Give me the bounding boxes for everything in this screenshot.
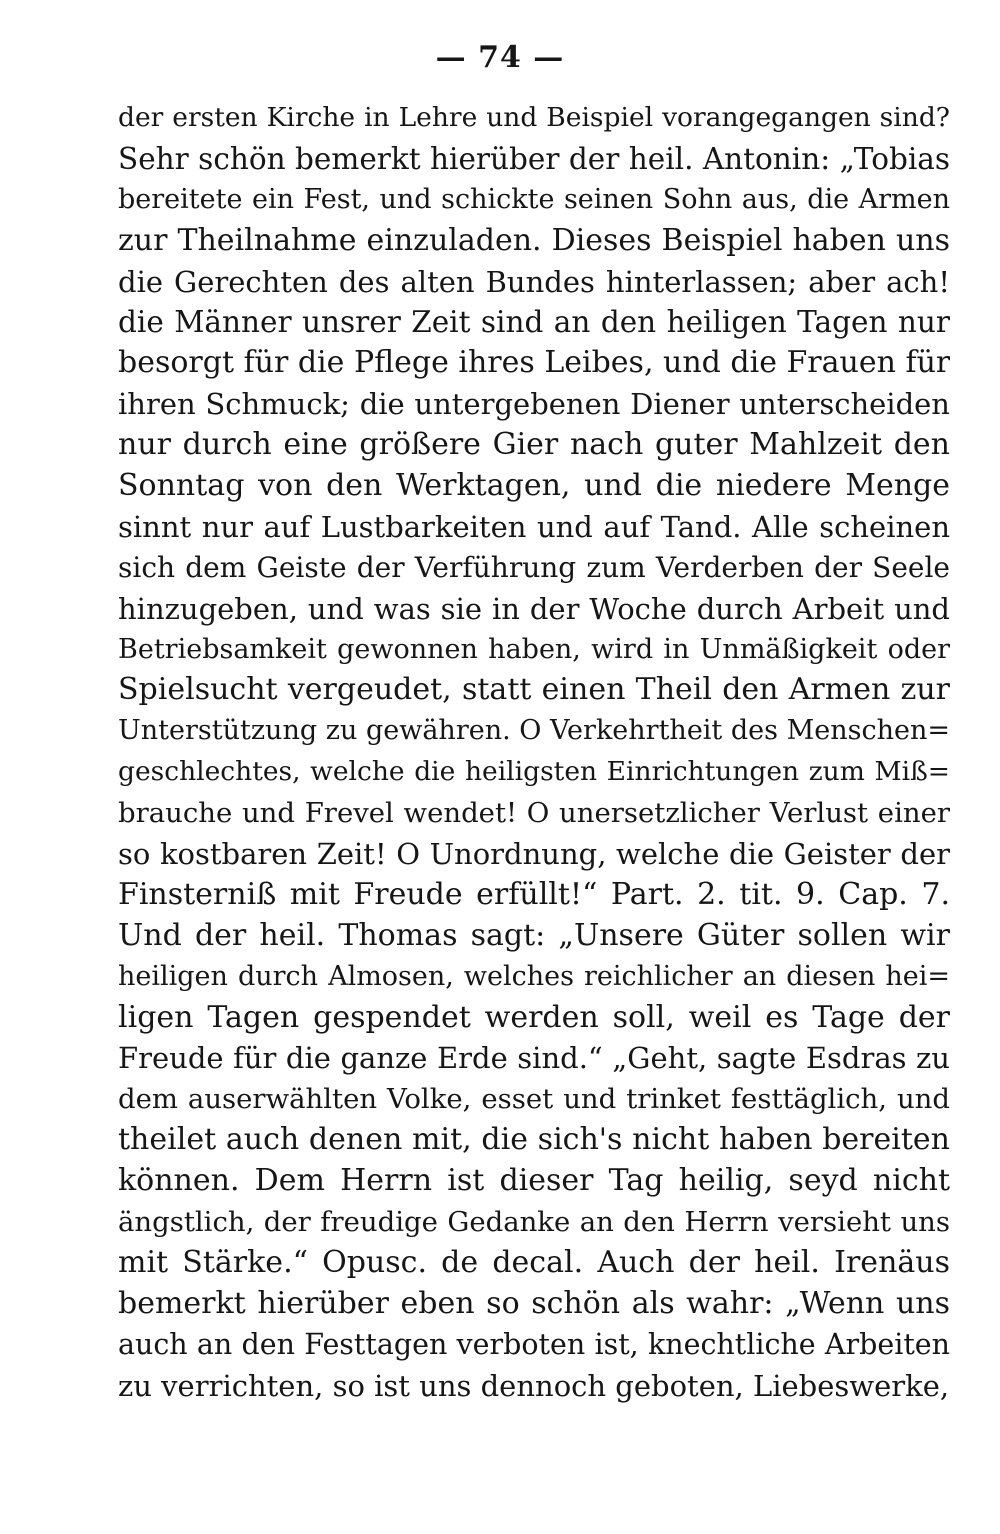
text-line: Spielsucht vergeudet, statt einen Theil den Armen zur bbox=[118, 672, 950, 708]
text-line: hinzugeben, und was sie in der Woche durch Arbeit und bbox=[118, 591, 950, 626]
text-line: nur durch eine größere Gier nach guter Mahlzeit den bbox=[118, 427, 950, 463]
body-text bbox=[118, 98, 950, 1407]
text-line: Unterstützung zu gewähren. O Verkehrtheit des Menschen= bbox=[118, 715, 950, 747]
text-line: zur Theilnahme einzuladen. Dieses Beispiel haben uns bbox=[118, 222, 950, 258]
text-line: ängstlich, der freudige Gedanke an den Herrn versieht uns bbox=[118, 1206, 950, 1239]
text-line: sinnt nur auf Lustbarkeiten und auf Tand. Alle scheinen bbox=[118, 509, 950, 544]
page-number: — 74 — bbox=[435, 40, 565, 75]
text-line: mit Stärke.“ Opusc. de decal. Auch der heil. Irenäus bbox=[118, 1244, 950, 1280]
text-line: zu verrichten, so ist uns dennoch geboten, Liebeswerke, bbox=[118, 1368, 950, 1403]
text-line: ihren Schmuck; die untergebenen Diener unterscheiden bbox=[118, 387, 950, 422]
text-line: die Männer unsrer Zeit sind an den heiligen Tagen nur bbox=[118, 305, 950, 340]
text-line: der ersten Kirche in Lehre und Beispiel vorangegangen sind? bbox=[118, 102, 950, 133]
text-line: bereitete ein Fest, und schickte seinen Sohn aus, die Armen bbox=[118, 183, 950, 215]
text-line: Betriebsamkeit gewonnen haben, wird in Unmäßigkeit oder bbox=[118, 633, 950, 665]
text-line: geschlechtes, welche die heiligsten Einrichtungen zum Miß= bbox=[118, 756, 950, 788]
text-line: Freude für die ganze Erde sind.“ „Geht, sagte Esdras zu bbox=[118, 1041, 950, 1076]
text-line: besorgt für die Pflege ihres Leibes, und die Frauen für bbox=[118, 345, 950, 381]
text-line: Und der heil. Thomas sagt: „Unsere Güter sollen wir bbox=[118, 917, 950, 953]
text-line: Sonntag von den Werktagen, und die niedere Menge bbox=[118, 468, 950, 504]
text-line: Finsterniß mit Freude erfüllt!“ Part. 2. tit. 9. Cap. 7. bbox=[118, 876, 950, 912]
text-line: so kostbaren Zeit! O Unordnung, welche die Geister der bbox=[118, 837, 950, 872]
text-line: theilet auch denen mit, die sich's nicht haben bereiten bbox=[118, 1122, 950, 1158]
text-line: sich dem Geiste der Verführung zum Verderben der Seele bbox=[118, 550, 950, 584]
text-line: ligen Tagen gespendet werden soll, weil es Tage der bbox=[118, 999, 950, 1035]
text-line: brauche und Frevel wendet! O unersetzlicher Verlust einer bbox=[118, 797, 950, 830]
text-line: heiligen durch Almosen, welches reichlicher an diesen hei= bbox=[118, 960, 950, 992]
text-line: auch an den Festtagen verboten ist, knechtliche Arbeiten bbox=[118, 1327, 950, 1361]
text-line: dem auserwählten Volke, esset und trinket festtäglich, und bbox=[118, 1083, 950, 1116]
text-line: die Gerechten des alten Bundes hinterlassen; aber ach! bbox=[118, 264, 950, 299]
text-line: Sehr schön bemerkt hierüber der heil. Antonin: „Tobias bbox=[118, 141, 950, 176]
text-line: können. Dem Herrn ist dieser Tag heilig, seyd nicht bbox=[118, 1163, 950, 1199]
text-line: bemerkt hierüber eben so schön als wahr: „Wenn uns bbox=[118, 1285, 950, 1321]
